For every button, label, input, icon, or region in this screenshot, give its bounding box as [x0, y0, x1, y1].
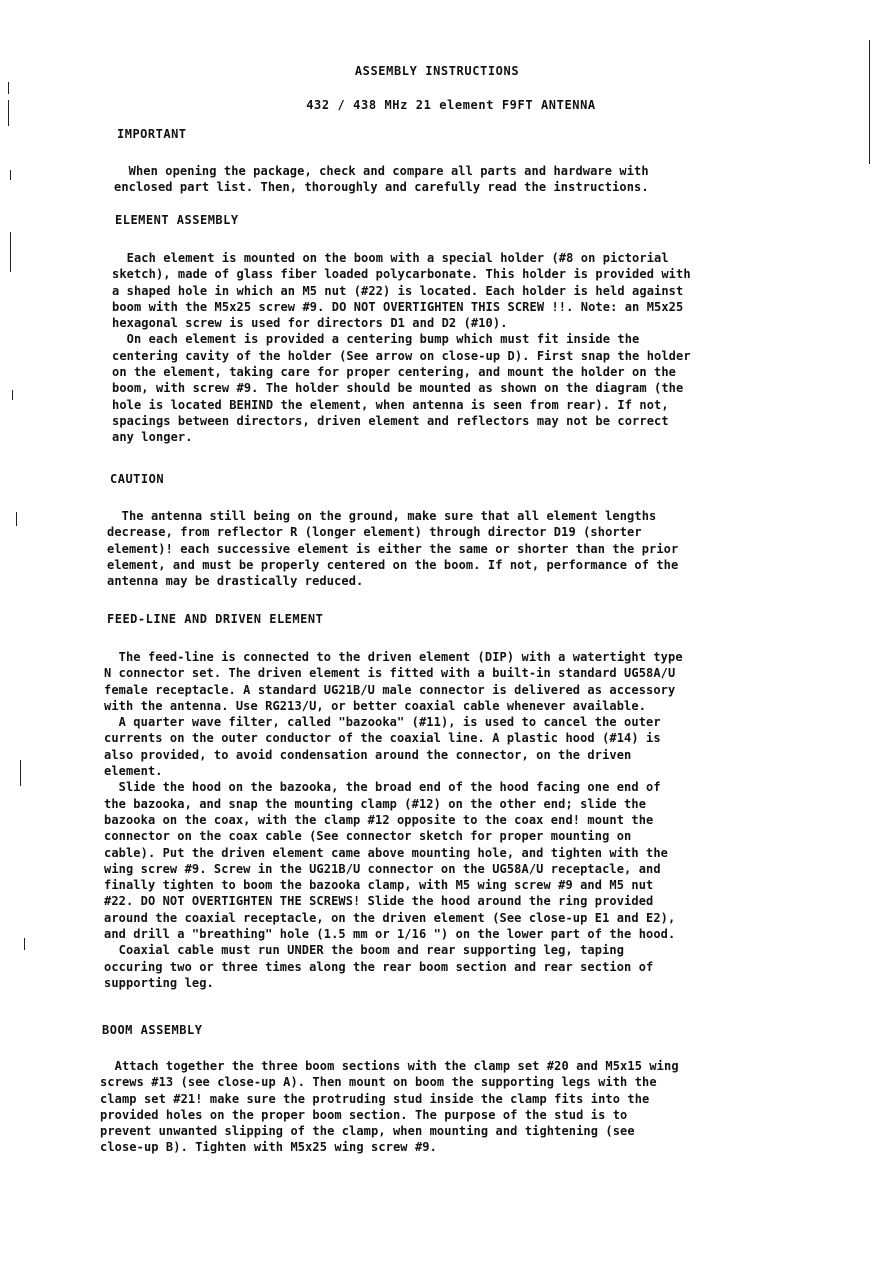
section-heading-caution: CAUTION — [110, 472, 165, 486]
section-heading-element-assembly: ELEMENT ASSEMBLY — [115, 213, 239, 227]
scan-mark — [16, 512, 17, 526]
section-text-element-assembly: Each element is mounted on the boom with a special holder (#8 on pictorial sketch), made of glass fiber loaded polycarbonate. This holder is provided with a shaped hole in which an M5 nut (#22) is located. Each holder is held against boom with the M5x25 screw #9. DO NOT OVERTIGHTEN THIS SCREW !!. Note: an M5x25 hexagonal screw is used for directors D1 and D2 (#10). On each element is provided a centering bump which must fit inside the centering cavity of the holder (See arrow on close-up D). First snap the holder on the element, taking care for proper centering, and mount the holder on the boom, with screw #9. The holder should be mounted as shown on the diagram (the hole is located BEHIND the element, when antenna is seen from rear). If not, spacings between directors, driven element and reflectors may not be correct any longer. — [112, 251, 691, 445]
section-heading-important: IMPORTANT — [117, 127, 187, 141]
scan-mark — [24, 938, 25, 950]
scan-mark — [10, 232, 11, 272]
section-heading-feed-line: FEED-LINE AND DRIVEN ELEMENT — [107, 612, 324, 626]
scan-mark — [12, 390, 13, 400]
document-subtitle: 432 / 438 MHz 21 element F9FT ANTENNA — [306, 98, 596, 112]
section-text-important: When opening the package, check and compare all parts and hardware with enclosed part list. Then, thoroughly and carefully read the instructions. — [114, 164, 649, 195]
scan-mark — [20, 760, 21, 786]
section-heading-boom-assembly: BOOM ASSEMBLY — [102, 1023, 203, 1037]
section-text-caution: The antenna still being on the ground, make sure that all element lengths decrease, from reflector R (longer element) through director D19 (shorter element)! each successive element is either the same or shorter than the prior element, and must be properly centered on the boom. If not, performance of the antenna may be drastically reduced. — [107, 509, 679, 589]
scan-mark — [10, 170, 11, 180]
document-title: ASSEMBLY INSTRUCTIONS — [354, 64, 520, 78]
section-text-feed-line: The feed-line is connected to the driven element (DIP) with a watertight type N connector set. The driven element is fitted with a built-in standard UG58A/U female receptacle. A standard UG21B/U male connector is delivered as accessory with the antenna. Use RG213/U, or better coaxial cable whenever available. A quarter wave filter, called "bazooka" (#11), is used to cancel the outer currents on the outer conductor of the coaxial line. A plastic hood (#14) is also provided, to avoid condensation around the connector, on the driven element. Slide the hood on the bazooka, the broad end of the hood facing one end of the bazooka, and snap the mounting clamp (#12) on the other end; slide the bazooka on the coax, with the clamp #12 opposite to the coax end! mount the connector on the coax cable (See connector sketch for proper mounting on cable). Put the driven element came above mounting hole, and tighten with the wing screw #9. Screw in the UG21B/U connector on the UG58A/U receptacle, and finally tighten to boom the bazooka clamp, with M5 wing screw #9 and M5 nut #22. DO NOT OVERTIGHTEN THE SCREWS! Slide the hood around the ring provided around the coaxial receptacle, on the driven element (See close-up E1 and E2), and drill a "breathing" hole (1.5 mm or 1/16 ") on the lower part of the hood. Coaxial cable must run UNDER the boom and rear supporting leg, taping occuring two or three times along the rear boom section and rear section of supporting leg. — [104, 650, 683, 990]
scan-mark — [8, 82, 9, 94]
section-text-boom-assembly: Attach together the three boom sections with the clamp set #20 and M5x15 wing screws #13 (see close-up A). Then mount on boom the supporting legs with the clamp set #21! make sure the protruding stud inside the clamp fits into the provided holes on the proper boom section. The purpose of the stud is to prevent unwanted slipping of the clamp, when mounting and tightening (see close-up B). Tighten with M5x25 wing screw #9. — [100, 1059, 679, 1155]
